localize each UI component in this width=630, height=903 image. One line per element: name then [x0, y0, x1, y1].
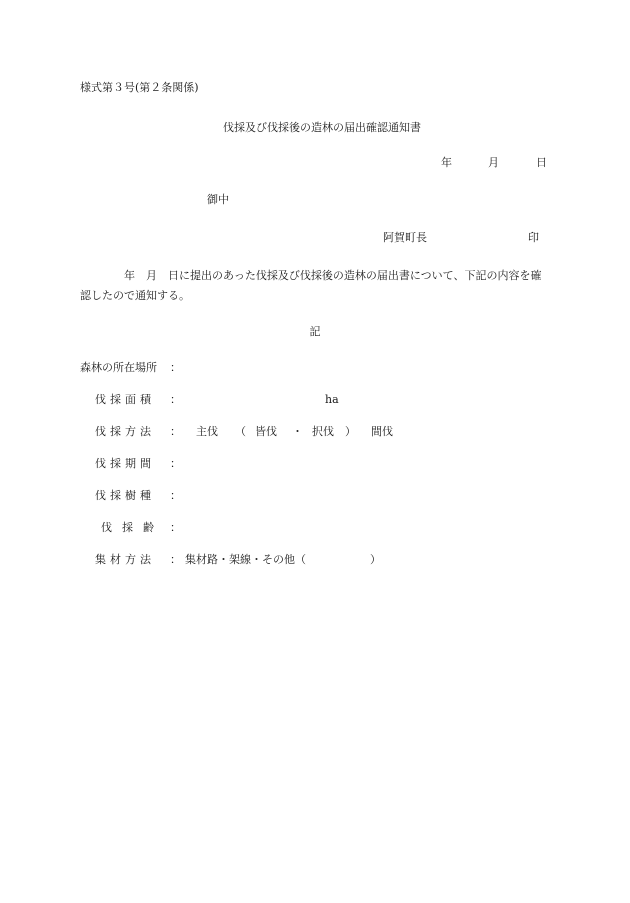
- label-collection: 集材方法: [95, 553, 155, 566]
- label-area: 伐採面積: [95, 393, 155, 406]
- area-unit: ha: [325, 393, 339, 406]
- colon-period: ：: [170, 457, 181, 470]
- method-close-paren: ）: [345, 425, 356, 438]
- method-clear: 皆伐: [255, 425, 277, 438]
- seal-mark: 印: [528, 231, 539, 244]
- colon-location: ：: [170, 361, 181, 374]
- label-period: 伐採期間: [95, 457, 155, 470]
- collection-close-paren: ）: [370, 553, 381, 566]
- method-selective: 択伐: [312, 425, 334, 438]
- colon-age: ：: [170, 521, 181, 534]
- collection-options: 集材路・架線・その他（: [185, 553, 306, 566]
- label-location: 森林の所在場所: [80, 361, 157, 374]
- date-month: 月: [488, 156, 499, 169]
- method-thinning: 間伐: [371, 425, 393, 438]
- colon-collection: ：: [170, 553, 181, 566]
- method-open-paren: （: [235, 425, 246, 438]
- date-year: 年: [441, 156, 452, 169]
- colon-method: ：: [170, 425, 181, 438]
- form-number: 様式第３号(第２条関係): [80, 81, 199, 94]
- label-method: 伐採方法: [95, 425, 155, 438]
- method-main: 主伐: [196, 425, 218, 438]
- label-species: 伐採樹種: [95, 489, 155, 502]
- addressee: 御中: [207, 193, 229, 206]
- document-title: 伐採及び伐採後の造林の届出確認通知書: [223, 121, 421, 134]
- label-age: 伐採齢: [101, 521, 164, 534]
- colon-species: ：: [170, 489, 181, 502]
- method-dot: ・: [292, 425, 303, 438]
- sender-name: 阿賀町長: [383, 231, 427, 244]
- date-day: 日: [536, 156, 547, 169]
- ki-heading: 記: [309, 325, 321, 338]
- colon-area: ：: [170, 393, 181, 406]
- body-paragraph: 年 月 日に提出のあった伐採及び伐採後の造林の届出書について、下記の内容を確認したので通知する。: [80, 269, 542, 302]
